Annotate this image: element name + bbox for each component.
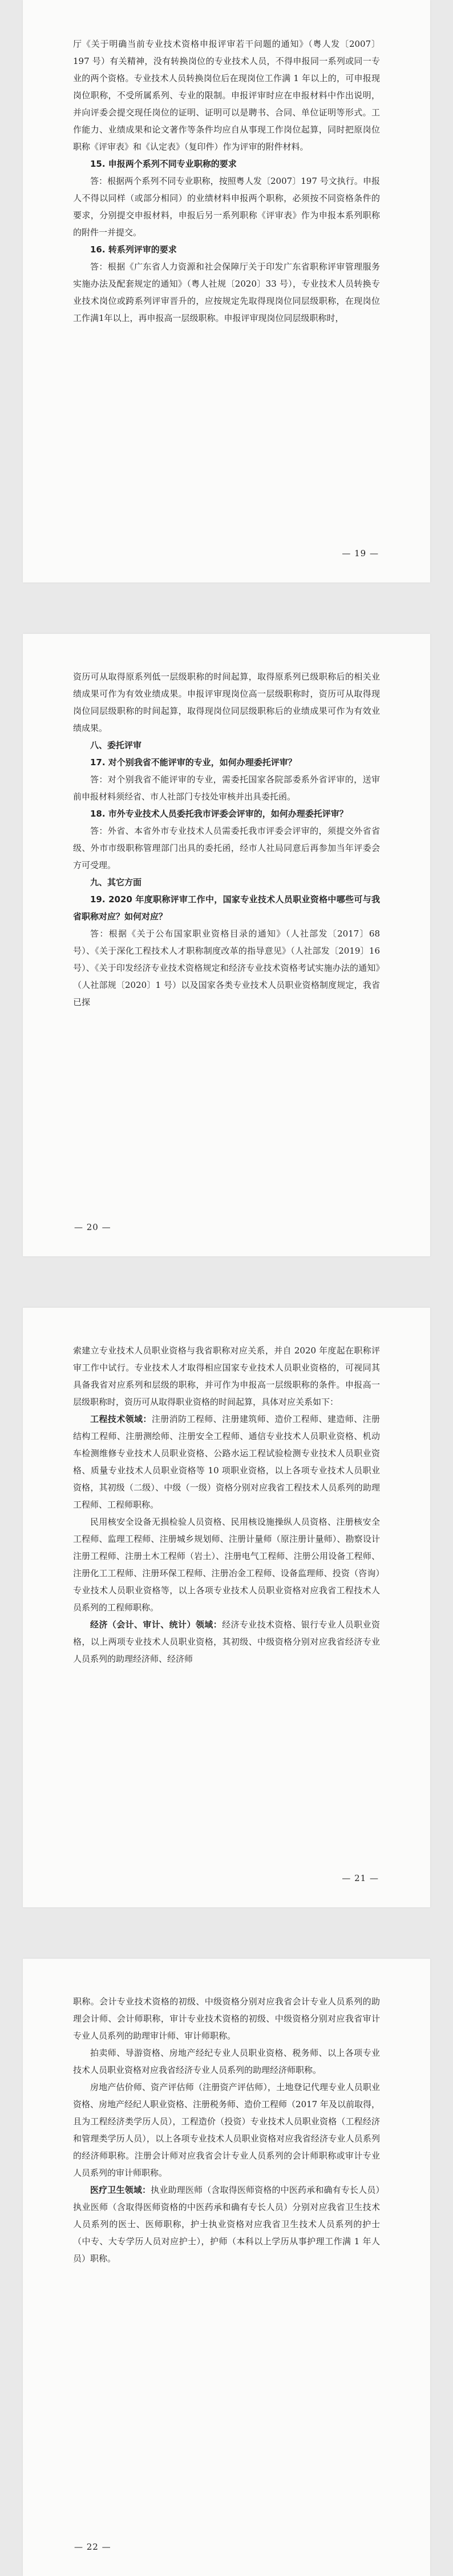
paragraph <box>73 1616 380 1667</box>
section-heading: 八、委托评审 <box>90 740 142 750</box>
document-page-22 <box>23 1959 430 2576</box>
question-heading: 17. 对个别我省不能评审的专业，如何办理委托评审？ <box>90 757 297 767</box>
paragraph: 索建立专业技术人员职业资格与我省职称对应关系，并自 2020 年度起在职称评审工作中试行。专业技术人才取得相应国家专业技术人员职业资格的，可视同其具备我省对应系列和层级的职称，并可作为申报高一层级职称的条件。申报高一层级职称时，资历可从取得职业资格的时间起算，具体对应关系如下： <box>73 1345 380 1407</box>
page-content <box>73 1993 380 2267</box>
lead-text: 执业助理医师（含取得医师资格的中医药承和确有专长人员）执业医师（含取得医师资格的中医药承和确有专长人员）分别对应我省卫生技术人员系列的医士、医师职称，护士执业资格对应我省卫生技术人员系列的护士（中专、大专学历人员对应护士），护师（本科以上学历从事护理工作满 1 年人员）职称。 <box>73 2185 380 2264</box>
page-number: — 22 — <box>74 2542 111 2552</box>
section-heading: 16. 转系列评审的要求 <box>90 244 177 255</box>
lead-label: 医疗卫生领域： <box>90 2185 151 2195</box>
paragraph: 职称。会计专业技术资格的初级、中级资格分别对应我省会计专业人员系列的助理会计师、会计师职称，审计专业技术资格的初级、中级资格分别对应我省审计专业人员系列的助理审计师、审计师职称。 <box>73 1996 380 2041</box>
paragraph: 拍卖师、导游资格、房地产经纪专业人员职业资格、税务师、以上各项专业技术人员职业资格对应我省经济专业人员系列的助理经济师职称。 <box>73 2048 380 2075</box>
paragraph: 房地产估价师、资产评估师（注册资产评估师），土地登记代理专业人员职业资格、房地产经纪人职业资格、注册税务师、造价工程师（2017 年及以前取得，且为工程经济类学历人员），工程造价（投资）专业技术人员职业资格（工程经济和管理类学历人员），以上各项专业技术人员职业资格对应我省经济专业人员系列的经济师职称。注册会计师对应我省会计专业人员系列的会计师职称或审计专业人员系列的审计师职称。 <box>73 2082 380 2178</box>
page-number: — 19 — <box>342 548 379 558</box>
document-page-21 <box>23 1308 430 1907</box>
paragraph: 答：根据两个系列不同专业职称，按照粤人发〔2007〕197 号文执行。申报人不得以同样（或部分相同）的业绩材料申报两个职称，必须按不同资格条件的要求，分别提交申报材料，申报后另一系列职称《评审表》作为申报本系列职称的附件一并提交。 <box>73 176 380 238</box>
lead-text: 经济专业技术资格、银行专业人员职业资格，以上两项专业技术人员职业资格，其初级、中级资格分别对应我省经济专业人员系列的助理经济师、经济师 <box>73 1619 380 1664</box>
section-heading: 15. 申报两个系列不同专业职称的要求 <box>90 159 237 169</box>
paragraph: 答：根据《关于公布国家职业资格目录的通知》（人社部发〔2017〕68 号）、《关于深化工程技术人才职称制度改革的指导意见》（人社部发〔2019〕16 号）、《关于印发经济专业技术资格规定和经济专业技术资格考试实施办法的通知》（人社部规〔2020〕1 号）以及国家各类专业技术人员职业资格制度规定，我省已探 <box>73 929 380 1007</box>
page-content <box>73 1342 380 1667</box>
paragraph <box>73 2181 380 2267</box>
section-heading: 九、其它方面 <box>90 877 142 887</box>
question-heading: 18. 市外专业技术人员委托我市评委会评审的，如何办理委托评审？ <box>90 809 348 819</box>
document-page-19 <box>23 0 430 582</box>
paragraph: 资历可从取得原系列低一层级职称的时间起算，取得原系列已级职称后的相关业绩成果可作为有效业绩成果。申报评审现岗位高一层级职称时，资历可从取得现岗位同层级职称的时间起算，取得现岗位同层级职称后的业绩成果可作为有效业绩成果。 <box>73 672 380 733</box>
lead-label: 经济（会计、审计、统计）领域： <box>90 1619 223 1630</box>
page-number: — 21 — <box>342 1873 379 1883</box>
paragraph <box>73 1410 380 1513</box>
page-content <box>73 35 380 327</box>
page-number: — 20 — <box>74 1222 111 1232</box>
question-heading: 19. 2020 年度职称评审工作中，国家专业技术人员职业资格中哪些可与我省职称对应？如何对应？ <box>73 894 380 922</box>
lead-label: 工程技术领域： <box>90 1414 152 1424</box>
paragraph: 答：对个别我省不能评审的专业，需委托国家各院部委系外省评审的，送审前申报材料须经省、市人社部门专技处审核并出具委托函。 <box>73 774 380 802</box>
paragraph: 答：根据《广东省人力资源和社会保障厅关于印发广东省职称评审管理服务实施办法及配套规定的通知》（粤人社规〔2020〕33 号），专业技术人员转换专业技术岗位或跨系列评审晋升的，应按规定先取得现岗位同层级职称，在现岗位工作满1年以上，再申报高一层级职称。申报评审现岗位同层级职称时， <box>73 262 380 323</box>
paragraph: 民用核安全设备无损检验人员资格、民用核设施操纵人员资格、注册核安全工程师、监理工程师、注册城乡规划师、注册计量师（原注册计量师）、勘察设计注册工程师、注册土木工程师（岩土）、注册电气工程师、注册公用设备工程师、注册化工工程师、注册环保工程师、注册冶金工程师、设备监理师、投资（咨询）专业技术人员职业资格等，以上各项专业技术人员职业资格对应我省工程技术人员系列的工程师职称。 <box>73 1517 380 1613</box>
page-content <box>73 668 380 1011</box>
paragraph: 厅《关于明确当前专业技术资格申报评审若干问题的通知》（粤人发〔2007〕197 号）有关精神，没有转换岗位的专业技术人员，不得申报同一系列或同一专业的两个资格。专业技术人员转换岗位后在现岗位工作满 1 年以上的，可申报现岗位职称，不受所属系列、专业的限制。申报评审时应在申报材料中作出说明，并向评委会提交现任岗位的证明、证明可以是聘书、合同、单位证明等形式。工作能力、业绩成果和论文著作等条件均应自从事现工作岗位起算，同时把原岗位职称《评审表》和《认定表》（复印件）作为评审的附件材料。 <box>73 39 380 152</box>
lead-text: 注册消防工程师、注册建筑师、造价工程师、建造师、注册结构工程师、注册测绘师、注册安全工程师、通信专业技术人员职业资格、机动车检测维修专业技术人员职业资格、公路水运工程试验检测专业技术人员职业资格、质量专业技术人员职业资格等 10 项职业资格，以上各项专业技术人员职业资格，其初级（二级）、中级（一级）资格分别对应我省工程技术人员系列的助理工程师、工程师职称。 <box>73 1414 380 1510</box>
document-page-20 <box>23 634 430 1256</box>
paragraph: 答：外省、本省外市专业技术人员需委托我市评委会评审的，须提交外省省级、外市市级职称管理部门出具的委托函，经市人社局同意后再参加当年评委会方可受理。 <box>73 826 380 870</box>
